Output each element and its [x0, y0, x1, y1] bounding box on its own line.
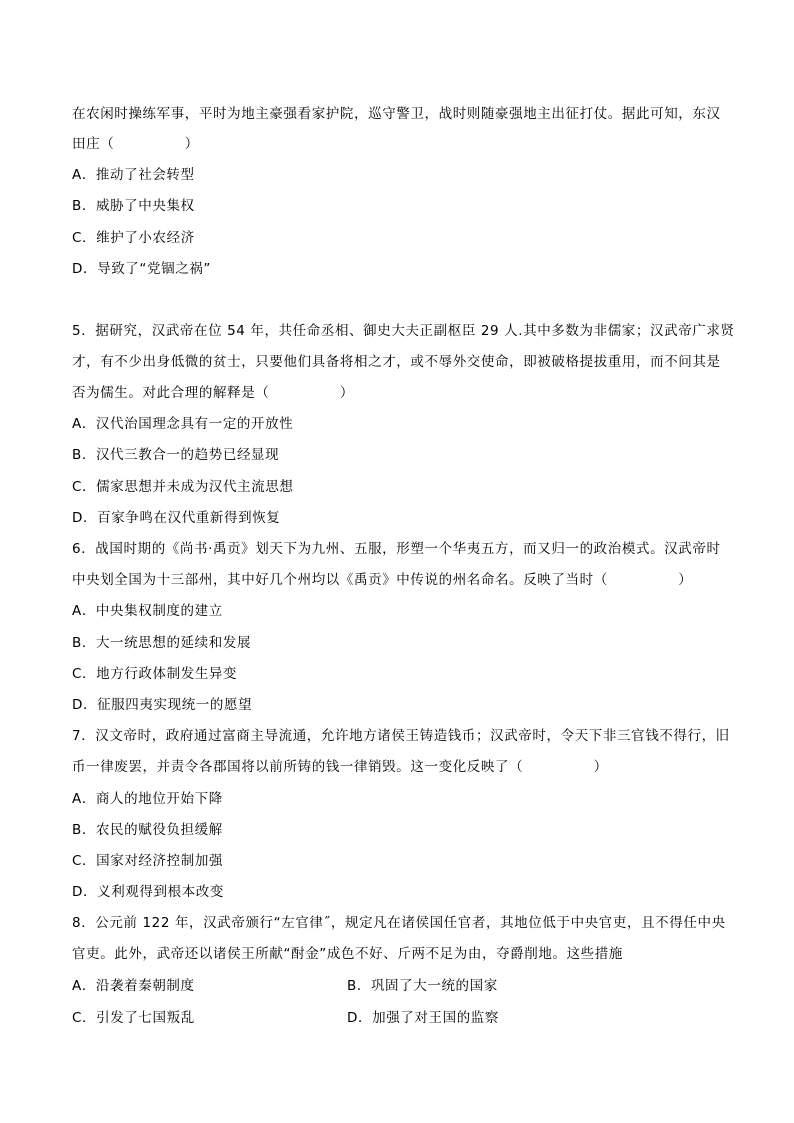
q6-stem-line-1: 6．战国时期的《尚书·禹贡》划天下为九州、五服，形塑一个华夷五方，而又归一的政治模式。汉武帝时	[72, 541, 721, 557]
q8-option-c: C．引发了七国叛乱	[72, 1010, 195, 1026]
q8-option-b: B．巩固了大一统的国家	[347, 978, 498, 994]
q6-option-c: C．地方行政体制发生异变	[72, 666, 238, 682]
q5-stem-line-1: 5．据研究，汉武帝在位 54 年，共任命丞相、御史大夫正副枢臣 29 人.其中多数为非儒家；汉武帝广求贤	[72, 323, 735, 339]
q4-option-c: C．维护了小农经济	[72, 230, 195, 246]
q6-option-d: D．征服四夷实现统一的愿望	[72, 697, 253, 713]
q7-option-b: B．农民的赋役负担缓解	[72, 822, 223, 838]
q6-option-b: B．大一统思想的延续和发展	[72, 635, 252, 651]
q5-stem-line-2: 才，有不少出身低微的贫士，只要他们具备将相之才，或不辱外交使命，即被破格提拔重用，而不问其是	[72, 354, 721, 370]
q5-option-b: B．汉代三教合一的趋势已经显现	[72, 447, 280, 463]
q5-option-a: A．汉代治国理念具有一定的开放性	[72, 416, 294, 432]
q7-option-c: C．国家对经济控制加强	[72, 853, 224, 869]
q5-option-d: D．百家争鸣在汉代重新得到恢复	[72, 510, 281, 526]
q7-stem-line-2: 币一律废罢，并责令各郡国将以前所铸的钱一律销毁。这一变化反映了（ ）	[72, 759, 608, 775]
q7-stem-line-1: 7．汉文帝时，政府通过富商主导流通，允许地方诸侯王铸造钱币；汉武帝时，令天下非三官钱不得行，旧	[72, 728, 730, 744]
q5-stem-line-3: 否为儒生。对此合理的解释是（ ）	[72, 385, 354, 401]
q7-option-d: D．义利观得到根本改变	[72, 884, 224, 900]
q8-stem-line-2: 官吏。此外，武帝还以诸侯王所献“酎金”成色不好、斤两不足为由，夺爵削地。这些措施	[72, 946, 623, 962]
q6-stem-line-2: 中央划全国为十三部州，其中好几个州均以《禹贡》中传说的州名命名。反映了当时（ ）	[72, 572, 693, 588]
q4-stem-line-2: 田庄（ ）	[72, 136, 199, 152]
q4-option-a: A．推动了社会转型	[72, 167, 195, 183]
q8-stem-line-1: 8．公元前 122 年，汉武帝颁行“左官律˝，规定凡在诸侯国任官者，其地位低于中央官吏，且不得任中央	[72, 915, 726, 931]
q4-stem-line-1: 在农闲时操练军事，平时为地主豪强看家护院，巡守警卫，战时则随豪强地主出征打仗。据此可知，东汉	[72, 106, 721, 122]
q6-option-a: A．中央集权制度的建立	[72, 603, 223, 619]
q4-option-b: B．威胁了中央集权	[72, 198, 195, 214]
q7-option-a: A．商人的地位开始下降	[72, 791, 223, 807]
q5-option-c: C．儒家思想并未成为汉代主流思想	[72, 479, 294, 495]
q4-option-d: D．导致了“党锢之祸”	[72, 261, 211, 277]
q8-option-a: A．沿袭着秦朝制度	[72, 978, 195, 994]
q8-option-d: D．加强了对王国的监察	[347, 1010, 499, 1026]
